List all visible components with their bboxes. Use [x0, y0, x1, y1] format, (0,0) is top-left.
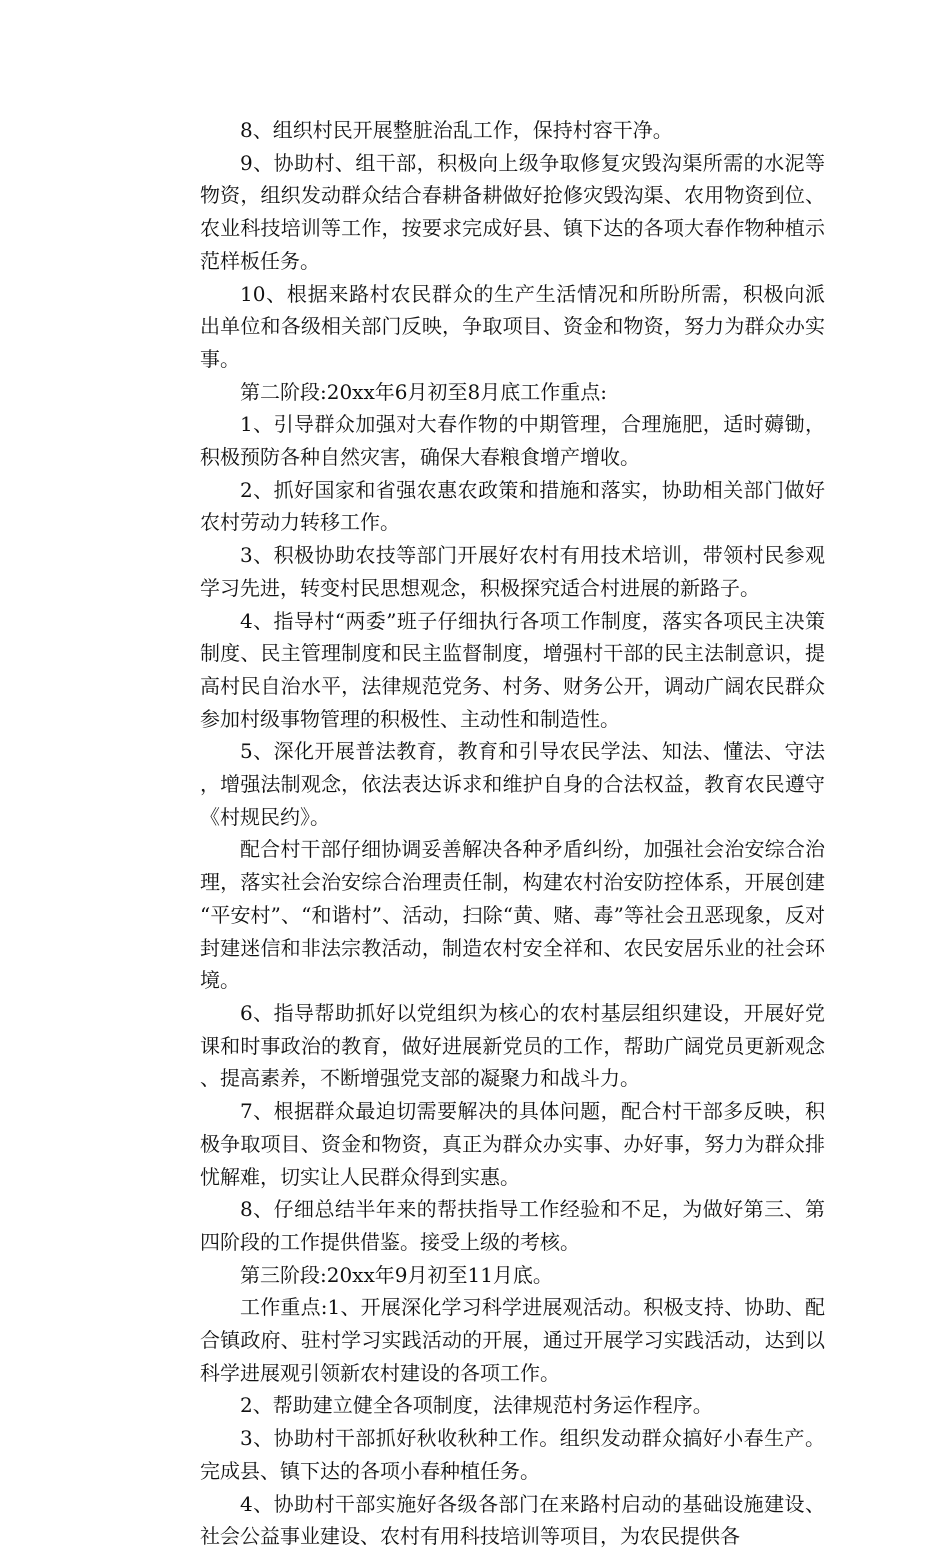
stage-two-item-8: 8、仔细总结半年来的帮扶指导工作经验和不足，为做好第三、第四阶段的工作提供借鉴。接受上级的考核。	[200, 1197, 825, 1254]
stage-two-item-2: 2、抓好国家和省强农惠农政策和措施和落实，协助相关部门做好农村劳动力转移工作。	[200, 477, 825, 535]
stage-three-item-1: 工作重点:1、开展深化学习科学进展观活动。积极支持、协助、配合镇政府、驻村学习实践活动的开展，通过开展学习实践活动，达到以科学进展观引领新农村建设的各项工作。	[200, 1295, 825, 1385]
stage-two-item-5: 5、深化开展普法教育，教育和引导农民学法、知法、懂法、守法，增强法制观念，依法表达诉求和维护自身的合法权益，教育农民遵守《村规民约》。	[200, 739, 825, 829]
paragraph-item-8: 8、组织村民开展整脏治乱工作，保持村容干净。	[240, 118, 673, 142]
stage-two-item-4: 4、指导村“两委”班子仔细执行各项工作制度，落实各项民主决策制度、民主管理制度和民主监督制度，增强村干部的民主法制意识，提高村民自治水平，法律规范党务、村务、财务公开，调动广阔农民群众参加村级事物管理的积极性、主动性和制造性。	[200, 608, 825, 731]
document-body	[200, 114, 825, 1553]
stage-two-heading: 第二阶段:20xx年6月初至8月底工作重点:	[240, 379, 607, 404]
stage-three-heading: 第三阶段:20xx年9月初至11月底。	[240, 1262, 553, 1287]
stage-three-item-3: 3、协助村干部抓好秋收秋种工作。组织发动群众搞好小春生产。完成县、镇下达的各项小春种植任务。	[200, 1426, 825, 1483]
stage-two-item-7: 7、根据群众最迫切需要解决的具体问题，配合村干部多反映，积极争取项目、资金和物资，真正为群众办实事、办好事，努力为群众排忧解难，切实让人民群众得到实惠。	[200, 1099, 825, 1189]
stage-three-item-2: 2、帮助建立健全各项制度，法律规范村务运作程序。	[240, 1393, 713, 1418]
paragraph-item-10: 10、根据来路村农民群众的生产生活情况和所盼所需，积极向派出单位和各级相关部门反映，争取项目、资金和物资，努力为群众办实事。	[200, 281, 825, 371]
paragraph-item-9: 9、协助村、组干部，积极向上级争取修复灾毁沟渠所需的水泥等物资，组织发动群众结合春耕备耕做好抢修灾毁沟渠、农用物资到位、农业科技培训等工作，按要求完成好县、镇下达的各项大春作物种植示范样板任务。	[200, 150, 825, 273]
stage-two-item-1: 1、引导群众加强对大春作物的中期管理，合理施肥，适时薅锄，积极预防各种自然灾害，确保大春粮食增产增收。	[200, 412, 825, 470]
stage-two-item-6: 6、指导帮助抓好以党组织为核心的农村基层组织建设，开展好党课和时事政治的教育，做好进展新党员的工作，帮助广阔党员更新观念、提高素养，不断增强党支部的凝聚力和战斗力。	[200, 1000, 825, 1091]
stage-two-item-3: 3、积极协助农技等部门开展好农村有用技术培训，带领村民参观学习先进，转变村民思想观念，积极探究适合村进展的新路子。	[200, 543, 825, 600]
stage-two-security-paragraph: 配合村干部仔细协调妥善解决各种矛盾纠纷，加强社会治安综合治理，落实社会治安综合治理责任制，构建农村治安防控体系，开展创建“平安村”、“和谐村”、活动，扫除“黄、赌、毒”等社会丑恶现象，反对封建迷信和非法宗教活动，制造农村安全祥和、农民安居乐业的社会环境。	[200, 837, 825, 993]
stage-three-item-4: 4、协助村干部实施好各级各部门在来路村启动的基础设施建设、社会公益事业建设、农村有用科技培训等项目，为农民提供各	[200, 1491, 825, 1549]
